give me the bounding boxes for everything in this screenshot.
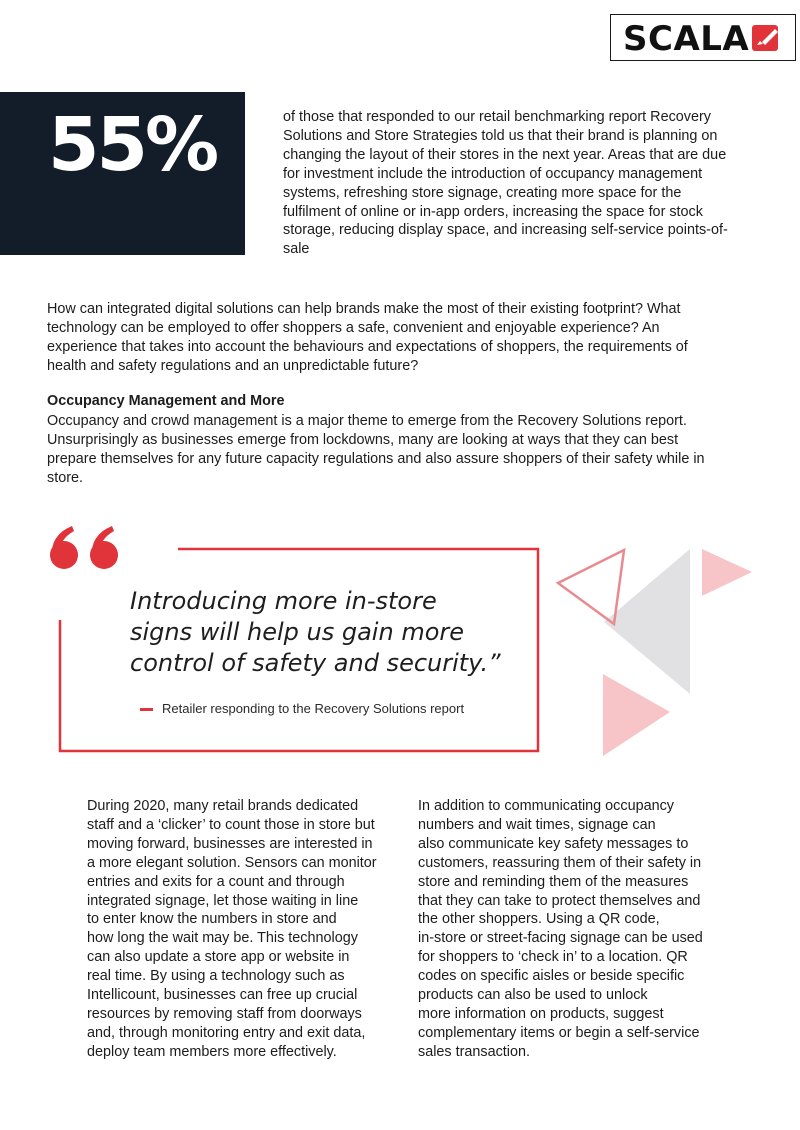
text-line: customers, reassuring them of their safety in bbox=[418, 854, 702, 871]
text-line: sales transaction. bbox=[418, 1043, 530, 1060]
quote-line: Introducing more in-store bbox=[130, 587, 437, 615]
text-line: that they can take to protect themselves and bbox=[418, 892, 701, 909]
quote-line: signs will help us gain more bbox=[130, 618, 465, 646]
text-line: can also update a store app or website in bbox=[87, 949, 350, 966]
quote-attribution: Retailer responding to the Recovery Solutions report bbox=[162, 701, 465, 716]
text-line: complementary items or begin a self-service bbox=[418, 1024, 700, 1041]
text-line: How can integrated digital solutions can help brands make the most of their existing footprint? What bbox=[47, 301, 681, 317]
text-line: to enter know the numbers in store and bbox=[87, 911, 337, 928]
section-heading: Occupancy Management and More bbox=[47, 393, 285, 409]
brand-logo bbox=[610, 14, 796, 61]
text-line: more information on products, suggest bbox=[418, 1005, 664, 1022]
quote-line: control of safety and security.” bbox=[130, 649, 501, 677]
text-line: fulfilment of online or in-app orders, increasing the space for stock bbox=[283, 203, 703, 220]
text-line: deploy team members more effectively. bbox=[87, 1043, 337, 1060]
text-line: of those that responded to our retail benchmarking report Recovery bbox=[283, 109, 711, 125]
text-line: moving forward, businesses are interested in bbox=[87, 835, 373, 852]
text-line: prepare themselves for any future capacity regulations and also assure shoppers of their safety while in bbox=[47, 450, 705, 467]
stat-highlight-box bbox=[0, 92, 245, 255]
text-line: real time. By using a technology such as bbox=[87, 968, 345, 985]
text-line: products can also be used to unlock bbox=[418, 987, 648, 1004]
text-line: systems, refreshing store signage, creating more space for the bbox=[283, 184, 682, 201]
text-line: integrated signage, let those waiting in line bbox=[87, 892, 359, 909]
text-line: a more elegant solution. Sensors can monitor bbox=[87, 854, 377, 871]
text-line: health and safety regulations and an unpredictable future? bbox=[47, 357, 419, 374]
intro-paragraph bbox=[47, 300, 757, 376]
text-line: In addition to communicating occupancy bbox=[418, 798, 674, 814]
right-column bbox=[418, 797, 728, 1062]
brand-logo-text: SCALA bbox=[623, 19, 750, 59]
text-line: store and reminding them of the measures bbox=[418, 873, 689, 890]
text-line: staff and a ‘clicker’ to count those in store but bbox=[87, 816, 375, 833]
text-line: Intellicount, businesses can free up crucial bbox=[87, 987, 358, 1004]
text-line: Unsurprisingly as businesses emerge from lockdowns, many are looking at ways that they can best bbox=[47, 431, 679, 448]
text-line: During 2020, many retail brands dedicated bbox=[87, 798, 359, 814]
text-line: storage, reducing display space, and increasing self-service points-of- bbox=[283, 222, 728, 239]
text-line: the other shoppers. Using a QR code, bbox=[418, 911, 660, 928]
text-line: technology can be employed to offer shoppers a safe, convenient and enjoyable experience? An bbox=[47, 319, 660, 336]
text-line: how long the wait may be. This technology bbox=[87, 930, 358, 947]
decorative-triangle-grey bbox=[604, 549, 690, 694]
text-line: experience that takes into account the behaviours and expectations of shoppers, the requirements of bbox=[47, 338, 688, 355]
text-line: store. bbox=[47, 469, 83, 486]
decorative-triangle-pink bbox=[603, 674, 670, 756]
text-line: for shoppers to ‘check in’ to a location. QR bbox=[418, 949, 688, 966]
text-line: in-store or street-facing signage can be used bbox=[418, 930, 703, 947]
stat-value: 55% bbox=[48, 102, 217, 188]
checkmark-icon bbox=[751, 24, 783, 52]
text-line: codes on specific aisles or beside specific bbox=[418, 968, 685, 985]
decorative-triangle-pink bbox=[702, 549, 752, 596]
text-line: Solutions and Store Strategies told us that their brand is planning on bbox=[283, 127, 718, 144]
text-line: sale bbox=[283, 241, 310, 258]
text-line: also communicate key safety messages to bbox=[418, 835, 689, 852]
quote-mark-icon bbox=[50, 526, 118, 569]
attribution-dash bbox=[140, 708, 153, 711]
decorative-triangle-outline bbox=[558, 550, 624, 624]
text-line: and, through monitoring entry and exit data, bbox=[87, 1024, 366, 1041]
left-column bbox=[87, 797, 397, 1062]
text-line: resources by removing staff from doorways bbox=[87, 1005, 362, 1022]
section-paragraph bbox=[47, 412, 757, 488]
text-line: for investment include the introduction of occupancy management bbox=[283, 165, 703, 182]
text-line: numbers and wait times, signage can bbox=[418, 816, 656, 833]
text-line: changing the layout of their stores in the next year. Areas that are due bbox=[283, 146, 727, 163]
stat-description bbox=[283, 108, 755, 259]
pull-quote-text bbox=[130, 586, 530, 679]
text-line: Occupancy and crowd management is a major theme to emerge from the Recovery Solutions report. bbox=[47, 413, 687, 429]
text-line: entries and exits for a count and through bbox=[87, 873, 345, 890]
